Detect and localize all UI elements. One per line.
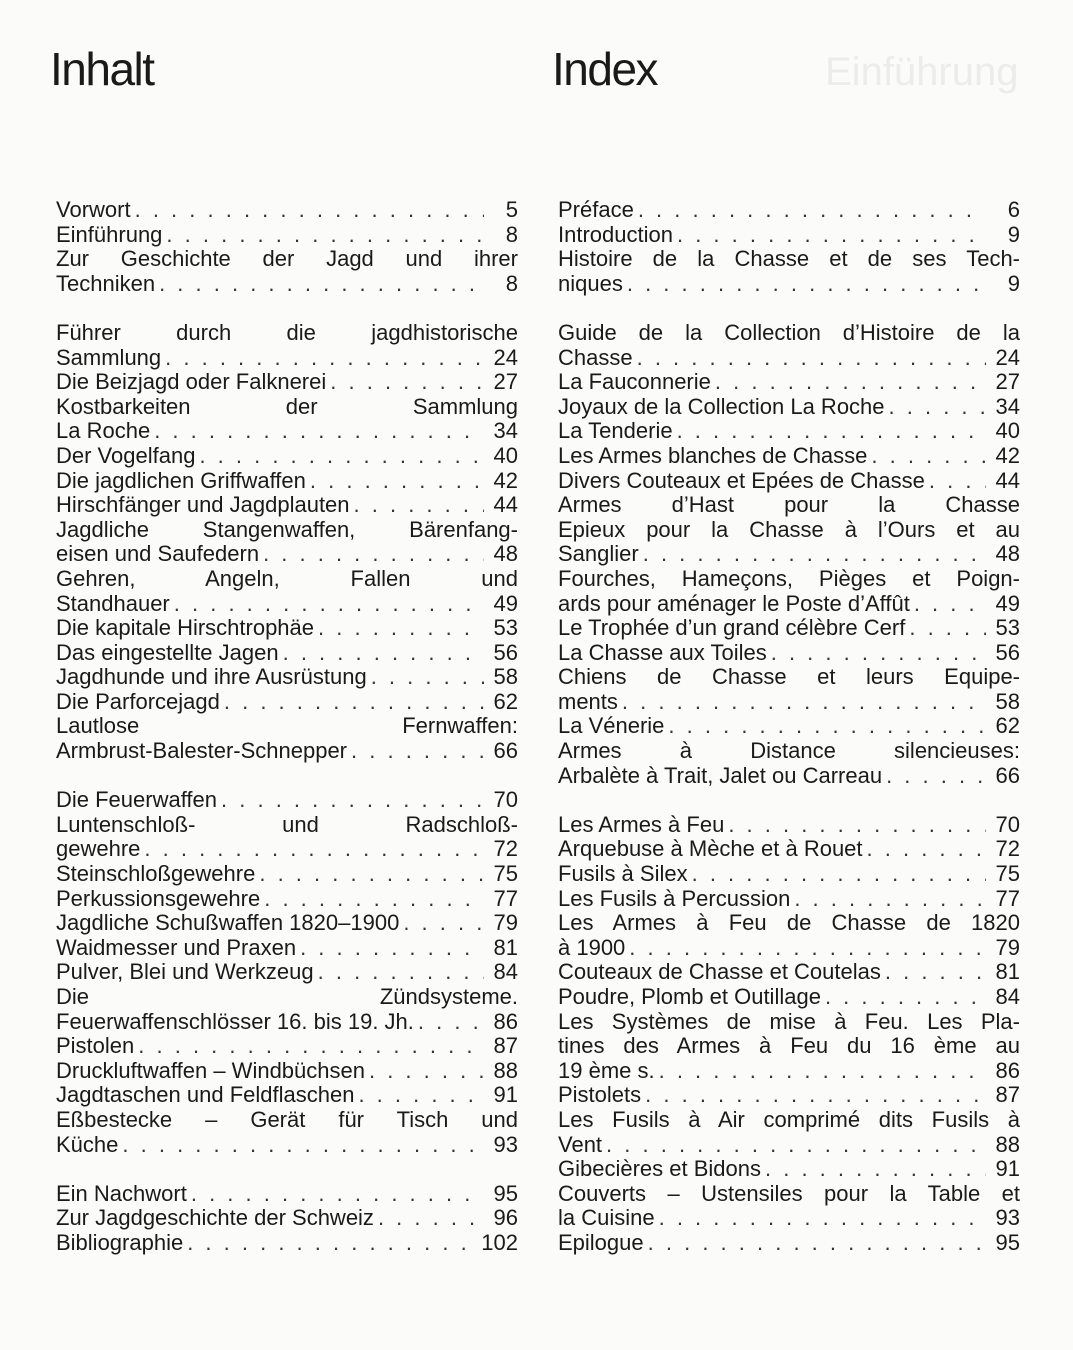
- section-gap: [56, 296, 518, 321]
- toc-entry[interactable]: [558, 641, 1020, 666]
- page-number: 75: [493, 861, 518, 887]
- dot-leader: [199, 444, 484, 469]
- dot-leader: [330, 370, 484, 395]
- toc-entry[interactable]: [558, 837, 1020, 862]
- dot-leader: [771, 641, 986, 666]
- dot-leader: [871, 444, 986, 469]
- page-number: 8: [505, 221, 518, 247]
- toc-entry[interactable]: [56, 1182, 518, 1207]
- entry-title-line: Jagdliche Stangenwaffen, Bärenfang-: [56, 516, 518, 542]
- dot-leader: [886, 764, 986, 789]
- page-number: 81: [493, 934, 518, 960]
- dot-leader: [369, 1059, 484, 1084]
- toc-entry[interactable]: [56, 788, 518, 813]
- toc-entry[interactable]: [56, 887, 518, 912]
- entry-title-line: tines des Armes à Feu du 16 ème au: [558, 1033, 1020, 1059]
- entry-title-line: Die Beizjagd oder Falknerei: [56, 369, 327, 395]
- dot-leader: [637, 346, 986, 371]
- section-gap: [558, 296, 1020, 321]
- toc-entry[interactable]: [558, 1157, 1020, 1182]
- toc-entry[interactable]: [558, 714, 1020, 739]
- page-number: 9: [1007, 221, 1020, 247]
- column-heading: Inhalt: [50, 43, 154, 95]
- dot-leader: [403, 911, 484, 936]
- page-number: 6: [1007, 197, 1020, 222]
- toc-entry[interactable]: [558, 223, 1020, 248]
- dot-leader: [627, 272, 986, 297]
- dot-leader: [648, 1231, 986, 1256]
- page-number: 34: [995, 393, 1020, 419]
- page-number: 87: [995, 1082, 1020, 1108]
- entry-title-line: Gibecières et Bidons: [558, 1156, 761, 1182]
- entry-title-line: Sanglier: [558, 541, 639, 567]
- toc-entry[interactable]: [56, 960, 518, 985]
- entry-title-line: la Cuisine: [558, 1205, 655, 1231]
- toc-entry[interactable]: [558, 911, 1020, 960]
- dot-leader: [259, 862, 484, 887]
- entry-title-line: La Fauconnerie: [558, 369, 711, 395]
- entry-title-line: Die Feuerwaffen: [56, 787, 218, 813]
- page-number: 70: [493, 787, 518, 813]
- dot-leader: [144, 837, 484, 862]
- dot-leader: [174, 592, 484, 617]
- page-number: 88: [995, 1131, 1020, 1157]
- entry-title-line: Zur Geschichte der Jagd und ihrer: [56, 246, 518, 272]
- toc-entry[interactable]: [56, 469, 518, 494]
- toc-entry[interactable]: [56, 247, 518, 296]
- toc-entry[interactable]: [56, 198, 518, 223]
- dot-leader: [135, 198, 484, 223]
- toc-entry[interactable]: [56, 493, 518, 518]
- entry-title-line: Poudre, Plomb et Outillage: [558, 984, 821, 1009]
- column-heading: Index: [552, 43, 658, 95]
- toc-entry[interactable]: [56, 690, 518, 715]
- dot-leader: [643, 542, 986, 567]
- entry-title-line: Luntenschloß- und Radschloß-: [56, 811, 518, 837]
- page-number: 79: [995, 934, 1020, 960]
- dot-leader: [221, 788, 484, 813]
- entry-title-line: eisen und Saufedern: [56, 541, 260, 567]
- entry-title-line: Bibliographie: [56, 1229, 184, 1255]
- toc-entry[interactable]: [558, 567, 1020, 616]
- dot-leader: [122, 1133, 484, 1158]
- toc-entry[interactable]: [558, 960, 1020, 985]
- dot-leader: [889, 395, 986, 420]
- page-number: 93: [995, 1205, 1020, 1231]
- page-number: 40: [493, 442, 518, 468]
- entry-title-line: Les Armes à Feu de Chasse de 1820: [558, 910, 1020, 936]
- entry-title-line: Pulver, Blei und Werkzeug: [56, 959, 314, 985]
- entry-title-line: Joyaux de la Collection La Roche: [558, 393, 885, 419]
- entry-title-line: La Tenderie: [558, 418, 673, 444]
- entry-title-line: Pistolets: [558, 1082, 642, 1108]
- dot-leader: [371, 665, 484, 690]
- entry-title-line: Préface: [558, 197, 634, 222]
- entry-title-line: Epieux pour la Chasse à l’Ours et au: [558, 516, 1020, 542]
- entry-title-line: Armes d’Hast pour la Chasse: [558, 492, 1020, 518]
- dot-leader: [659, 1059, 986, 1084]
- toc-entry[interactable]: [558, 862, 1020, 887]
- page-number: 56: [493, 639, 518, 665]
- dot-leader: [659, 1206, 986, 1231]
- toc-entry[interactable]: [558, 444, 1020, 469]
- entry-title-line: Die Zündsysteme.: [56, 984, 518, 1009]
- entry-title-line: Küche: [56, 1131, 119, 1157]
- dot-leader: [187, 1231, 477, 1256]
- entry-title-line: Sammlung: [56, 344, 162, 370]
- entry-title-line: Die kapitale Hirschtrophäe: [56, 615, 315, 641]
- entry-title-line: Les Fusils à Percussion: [558, 885, 791, 911]
- entry-title-line: Jagdliche Schußwaffen 1820–1900: [56, 910, 400, 936]
- entry-title-line: Zur Jagdgeschichte der Schweiz: [56, 1205, 374, 1231]
- entry-title-line: La Roche: [56, 418, 151, 444]
- entry-title-line: Arquebuse à Mèche et à Rouet: [558, 836, 863, 862]
- dot-leader: [622, 690, 986, 715]
- entry-title-line: Armes à Distance silencieuses:: [558, 738, 1020, 764]
- page-number: 56: [995, 639, 1020, 665]
- dot-leader: [825, 985, 986, 1010]
- page-number: 72: [493, 836, 518, 862]
- toc-entry[interactable]: [56, 641, 518, 666]
- entry-title-line: gewehre: [56, 836, 141, 862]
- entry-title-line: La Chasse aux Toiles: [558, 639, 767, 665]
- entry-title-line: Armbrust-Balester-Schnepper: [56, 738, 348, 764]
- page-number: 44: [493, 492, 518, 518]
- entry-title-line: Histoire de la Chasse et de ses Tech-: [558, 246, 1020, 272]
- toc-entry[interactable]: [56, 370, 518, 395]
- toc-list: [558, 198, 1020, 1256]
- toc-entry[interactable]: [558, 1083, 1020, 1108]
- dot-leader: [765, 1157, 986, 1182]
- entry-title-line: Perkussionsgewehre: [56, 885, 261, 911]
- toc-entry[interactable]: [558, 665, 1020, 714]
- toc-entry[interactable]: [56, 395, 518, 444]
- dot-leader: [224, 690, 484, 715]
- toc-entry[interactable]: [56, 714, 518, 763]
- toc-entry[interactable]: [558, 247, 1020, 296]
- page-number: 42: [995, 442, 1020, 468]
- entry-title-line: ments: [558, 688, 618, 714]
- entry-title-line: Les Armes blanches de Chasse: [558, 442, 868, 468]
- dot-leader: [677, 419, 986, 444]
- entry-title-line: Couverts – Ustensiles pour la Table et: [558, 1180, 1020, 1206]
- toc-entry[interactable]: [558, 321, 1020, 370]
- page-number: 42: [493, 467, 518, 493]
- section-gap: [558, 788, 1020, 813]
- toc-entry[interactable]: [56, 1231, 518, 1256]
- page-number: 88: [493, 1057, 518, 1083]
- page-number: 27: [995, 369, 1020, 395]
- toc-entry[interactable]: [558, 1182, 1020, 1231]
- dot-leader: [191, 1182, 484, 1207]
- toc-entry[interactable]: [558, 813, 1020, 838]
- toc-entry[interactable]: [558, 1231, 1020, 1256]
- dot-leader: [263, 542, 484, 567]
- toc-entry[interactable]: [558, 1108, 1020, 1157]
- entry-title-line: Vorwort: [56, 197, 131, 222]
- section-gap: [56, 1157, 518, 1182]
- toc-entry[interactable]: [56, 813, 518, 862]
- toc-entry[interactable]: [56, 1034, 518, 1059]
- entry-title-line: Führer durch die jagdhistorische: [56, 319, 518, 345]
- dot-leader: [351, 739, 484, 764]
- entry-title-line: Standhauer: [56, 590, 170, 616]
- toc-entry[interactable]: [56, 223, 518, 248]
- dot-leader: [154, 419, 484, 444]
- dot-leader: [418, 1010, 484, 1035]
- page-number: 91: [995, 1156, 1020, 1182]
- entry-title-line: Eßbestecke – Gerät für Tisch und: [56, 1106, 518, 1132]
- dot-leader: [914, 592, 986, 617]
- page-number: 49: [995, 590, 1020, 616]
- dot-leader: [354, 493, 484, 518]
- dot-leader: [310, 469, 484, 494]
- dot-leader: [629, 936, 986, 961]
- dot-leader: [867, 837, 986, 862]
- dot-leader: [264, 887, 484, 912]
- page-number: 58: [995, 688, 1020, 714]
- entry-title-line: La Vénerie: [558, 713, 665, 739]
- toc-entry[interactable]: [558, 739, 1020, 788]
- page-number: 34: [493, 418, 518, 444]
- page-number: 40: [995, 418, 1020, 444]
- dot-leader: [929, 469, 986, 494]
- entry-title-line: Gehren, Angeln, Fallen und: [56, 565, 518, 591]
- entry-title-line: Arbalète à Trait, Jalet ou Carreau: [558, 762, 883, 788]
- toc-entry[interactable]: [56, 616, 518, 641]
- entry-title-line: Techniken: [56, 270, 156, 296]
- entry-title-line: Vent: [558, 1131, 603, 1157]
- page-number: 102: [481, 1229, 518, 1255]
- entry-title-line: Druckluftwaffen – Windbüchsen: [56, 1057, 365, 1083]
- toc-entry[interactable]: [558, 887, 1020, 912]
- toc-entry[interactable]: [56, 1206, 518, 1231]
- page-number: 24: [493, 344, 518, 370]
- dot-leader: [159, 272, 484, 297]
- dot-leader: [138, 1034, 484, 1059]
- entry-title-line: Waidmesser und Praxen: [56, 934, 297, 960]
- page-number: 8: [505, 270, 518, 296]
- entry-title-line: niques: [558, 270, 623, 296]
- entry-title-line: Kostbarkeiten der Sammlung: [56, 393, 518, 419]
- toc-entry[interactable]: [558, 1010, 1020, 1084]
- entry-title-line: Chiens de Chasse et leurs Equipe-: [558, 664, 1020, 690]
- dot-leader: [692, 862, 986, 887]
- dot-leader: [645, 1083, 986, 1108]
- entry-title-line: Epilogue: [558, 1229, 644, 1255]
- dot-leader: [677, 223, 986, 248]
- toc-list: [56, 198, 518, 1256]
- dot-leader: [728, 813, 986, 838]
- section-gap: [56, 764, 518, 789]
- page-number: 81: [995, 959, 1020, 985]
- dot-leader: [166, 223, 484, 248]
- entry-title-line: à 1900: [558, 934, 626, 960]
- toc-entry[interactable]: [56, 862, 518, 887]
- toc-entry[interactable]: [56, 936, 518, 961]
- page-number: 44: [995, 467, 1020, 493]
- entry-title-line: Hirschfänger und Jagdplauten: [56, 492, 350, 518]
- toc-entry[interactable]: [558, 493, 1020, 567]
- bleed-through-text: Einführung: [825, 50, 1019, 94]
- dot-leader: [283, 641, 484, 666]
- entry-title-line: Couteaux de Chasse et Coutelas: [558, 959, 881, 985]
- dot-leader: [638, 198, 986, 223]
- page-number: 9: [1007, 270, 1020, 296]
- dot-leader: [358, 1083, 484, 1108]
- dot-leader: [300, 936, 484, 961]
- page-number: 62: [995, 713, 1020, 739]
- dot-leader: [165, 346, 484, 371]
- page-number: 84: [995, 984, 1020, 1009]
- entry-title-line: Steinschloßgewehre: [56, 861, 256, 887]
- entry-title-line: Ein Nachwort: [56, 1180, 187, 1206]
- page-number: 27: [493, 369, 518, 395]
- toc-entry[interactable]: [56, 985, 518, 1034]
- toc-entry[interactable]: [56, 567, 518, 616]
- page-number: 48: [995, 541, 1020, 567]
- toc-entry[interactable]: [56, 1059, 518, 1084]
- toc-entry[interactable]: [56, 1108, 518, 1157]
- toc-entry[interactable]: [558, 985, 1020, 1010]
- toc-entry[interactable]: [56, 1083, 518, 1108]
- page-number: 93: [493, 1131, 518, 1157]
- dot-leader: [885, 960, 986, 985]
- toc-entry[interactable]: [56, 665, 518, 690]
- dot-leader: [794, 887, 986, 912]
- entry-title-line: Die Parforcejagd: [56, 688, 220, 714]
- page-number: 70: [995, 811, 1020, 837]
- page-number: 86: [493, 1008, 518, 1034]
- entry-title-line: Der Vogelfang: [56, 442, 196, 468]
- page-number: 49: [493, 590, 518, 616]
- entry-title-line: Divers Couteaux et Epées de Chasse: [558, 467, 925, 493]
- page-number: 5: [505, 197, 518, 222]
- page-number: 53: [995, 615, 1020, 641]
- toc-entry[interactable]: [558, 469, 1020, 494]
- page-number: 84: [493, 959, 518, 985]
- entry-title-line: Guide de la Collection d’Histoire de la: [558, 319, 1020, 345]
- toc-entry[interactable]: [558, 419, 1020, 444]
- page-number: 91: [493, 1082, 518, 1108]
- entry-title-line: Chasse: [558, 344, 633, 370]
- page-number: 75: [995, 861, 1020, 887]
- dot-leader: [715, 370, 986, 395]
- page-number: 95: [995, 1229, 1020, 1255]
- toc-entry[interactable]: [558, 198, 1020, 223]
- entry-title-line: Jagdhunde und ihre Ausrüstung: [56, 664, 367, 690]
- dot-leader: [909, 616, 986, 641]
- entry-title-line: 19 ème s.: [558, 1057, 655, 1083]
- entry-title-line: Fourches, Hameçons, Pièges et Poign-: [558, 565, 1020, 591]
- page-number: 77: [995, 885, 1020, 911]
- page-number: 87: [493, 1033, 518, 1059]
- toc-entry[interactable]: [56, 444, 518, 469]
- entry-title-line: Pistolen: [56, 1033, 135, 1059]
- entry-title-line: Les Fusils à Air comprimé dits Fusils à: [558, 1106, 1020, 1132]
- toc-entry[interactable]: [558, 616, 1020, 641]
- entry-title-line: Introduction: [558, 221, 673, 247]
- entry-title-line: Das eingestellte Jagen: [56, 639, 279, 665]
- page-number: 24: [995, 344, 1020, 370]
- dot-leader: [318, 960, 484, 985]
- entry-title-line: ards pour aménager le Poste d’Affût: [558, 590, 910, 616]
- entry-title-line: Lautlose Fernwaffen:: [56, 713, 518, 739]
- page-number: 53: [493, 615, 518, 641]
- page-number: 66: [995, 762, 1020, 788]
- page-number: 77: [493, 885, 518, 911]
- dot-leader: [668, 714, 986, 739]
- dot-leader: [378, 1206, 484, 1231]
- toc-entry[interactable]: [558, 395, 1020, 420]
- toc-entry[interactable]: [56, 518, 518, 567]
- entry-title-line: Les Armes à Feu: [558, 811, 725, 837]
- page-number: 86: [995, 1057, 1020, 1083]
- entry-title-line: Les Systèmes de mise à Feu. Les Pla-: [558, 1008, 1020, 1034]
- entry-title-line: Jagdtaschen und Feldflaschen: [56, 1082, 355, 1108]
- page-number: 95: [493, 1180, 518, 1206]
- page-number: 96: [493, 1205, 518, 1231]
- toc-entry[interactable]: [56, 911, 518, 936]
- page-number: 79: [493, 910, 518, 936]
- entry-title-line: Die jagdlichen Griffwaffen: [56, 467, 306, 493]
- entry-title-line: Feuerwaffenschlösser 16. bis 19. Jh.: [56, 1008, 414, 1034]
- page-number: 48: [493, 541, 518, 567]
- toc-entry[interactable]: [558, 370, 1020, 395]
- entry-title-line: Einführung: [56, 221, 163, 247]
- entry-title-line: Le Trophée d’un grand célèbre Cerf: [558, 615, 906, 641]
- page-number: 62: [493, 688, 518, 714]
- dot-leader: [318, 616, 484, 641]
- page-number: 72: [995, 836, 1020, 862]
- page-number: 66: [493, 738, 518, 764]
- page-number: 58: [493, 664, 518, 690]
- toc-entry[interactable]: [56, 321, 518, 370]
- dot-leader: [606, 1133, 986, 1158]
- entry-title-line: Fusils à Silex: [558, 861, 688, 887]
